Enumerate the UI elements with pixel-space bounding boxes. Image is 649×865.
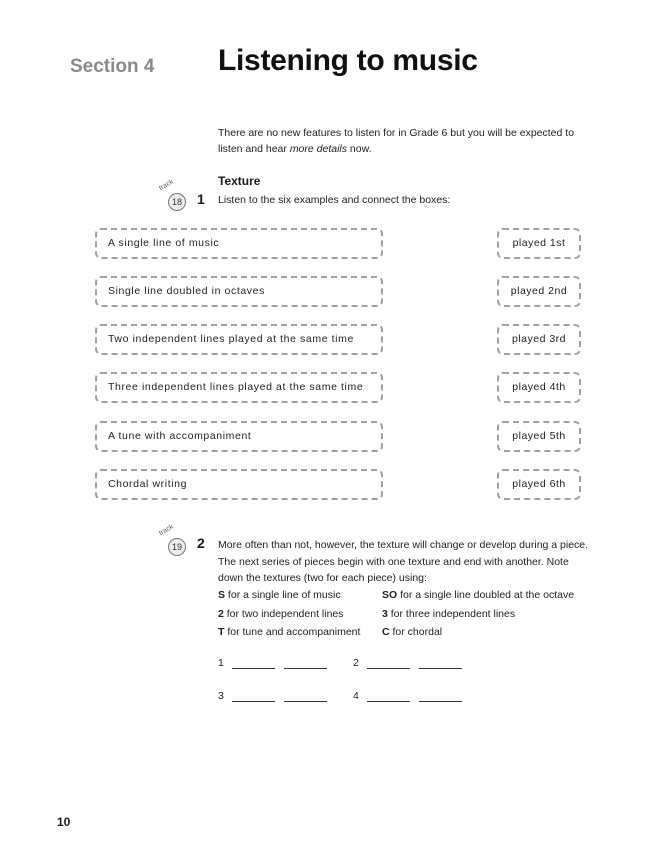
- answer-blank[interactable]: [367, 668, 410, 669]
- key-item: [382, 608, 515, 620]
- order-box[interactable]: played 6th: [497, 469, 581, 500]
- intro-emphasis: more details: [289, 143, 348, 155]
- description-box[interactable]: Three independent lines played at the same time: [95, 372, 383, 403]
- key-code: 3: [382, 608, 388, 620]
- order-box[interactable]: played 1st: [497, 228, 581, 259]
- key-item: [218, 626, 360, 638]
- key-desc: for chordal: [389, 626, 443, 638]
- page-title: Listening to music: [218, 44, 478, 77]
- answer-blank[interactable]: [232, 668, 275, 669]
- cd-track-icon: 18: [168, 193, 186, 211]
- intro-paragraph: [218, 125, 598, 157]
- key-desc: for a single line of music: [225, 589, 341, 601]
- intro-text-end: now.: [347, 143, 372, 155]
- key-code: 2: [218, 608, 224, 620]
- intro-text: There are no new features to listen for in Grade 6 but you will be expected to listen and hear: [218, 127, 575, 155]
- question-2-paragraph: More often than not, however, the texture will change or develop during a piece. The next series of pieces begin with one texture and end with another. Note down the textures (two for each piece) using:: [218, 539, 589, 584]
- order-box[interactable]: played 2nd: [497, 276, 581, 307]
- key-code: T: [218, 626, 225, 638]
- track-19-badge: [158, 523, 202, 567]
- answer-number: 4: [353, 690, 359, 702]
- answer-blank[interactable]: [419, 668, 462, 669]
- key-code: SO: [382, 589, 398, 601]
- answer-blank[interactable]: [284, 701, 327, 702]
- description-box[interactable]: Single line doubled in octaves: [95, 276, 383, 307]
- order-box[interactable]: played 5th: [497, 421, 581, 452]
- answer-blank[interactable]: [367, 701, 410, 702]
- question-1-instruction: Listen to the six examples and connect the boxes:: [218, 194, 451, 206]
- answer-blank[interactable]: [284, 668, 327, 669]
- key-desc: for two independent lines: [223, 608, 344, 620]
- key-desc: for a single line doubled at the octave: [397, 589, 575, 601]
- description-box[interactable]: Two independent lines played at the same time: [95, 324, 383, 355]
- key-desc: for tune and accompaniment: [224, 626, 361, 638]
- key-item: [382, 626, 442, 638]
- key-code: S: [218, 589, 226, 601]
- texture-heading: Texture: [218, 174, 261, 188]
- key-code: C: [382, 626, 390, 638]
- section-label: Section 4: [70, 56, 155, 77]
- description-box[interactable]: A single line of music: [95, 228, 383, 259]
- answer-blank[interactable]: [232, 701, 275, 702]
- key-item: [218, 589, 341, 601]
- key-item: [382, 589, 574, 601]
- answer-blank[interactable]: [419, 701, 462, 702]
- track-label: track: [158, 523, 175, 538]
- question-2-number: 2: [197, 535, 205, 551]
- page-number: 10: [57, 815, 71, 829]
- answer-number: 3: [218, 690, 224, 702]
- description-box[interactable]: Chordal writing: [95, 469, 383, 500]
- key-desc: for three independent lines: [387, 608, 516, 620]
- cd-track-icon: 19: [168, 538, 186, 556]
- track-label: track: [158, 178, 175, 193]
- answer-number: 2: [353, 657, 359, 669]
- key-item: [218, 608, 344, 620]
- answer-number: 1: [218, 657, 224, 669]
- description-box[interactable]: A tune with accompaniment: [95, 421, 383, 452]
- order-box[interactable]: played 4th: [497, 372, 581, 403]
- order-box[interactable]: played 3rd: [497, 324, 581, 355]
- track-18-badge: [158, 178, 202, 222]
- question-1-number: 1: [197, 191, 205, 207]
